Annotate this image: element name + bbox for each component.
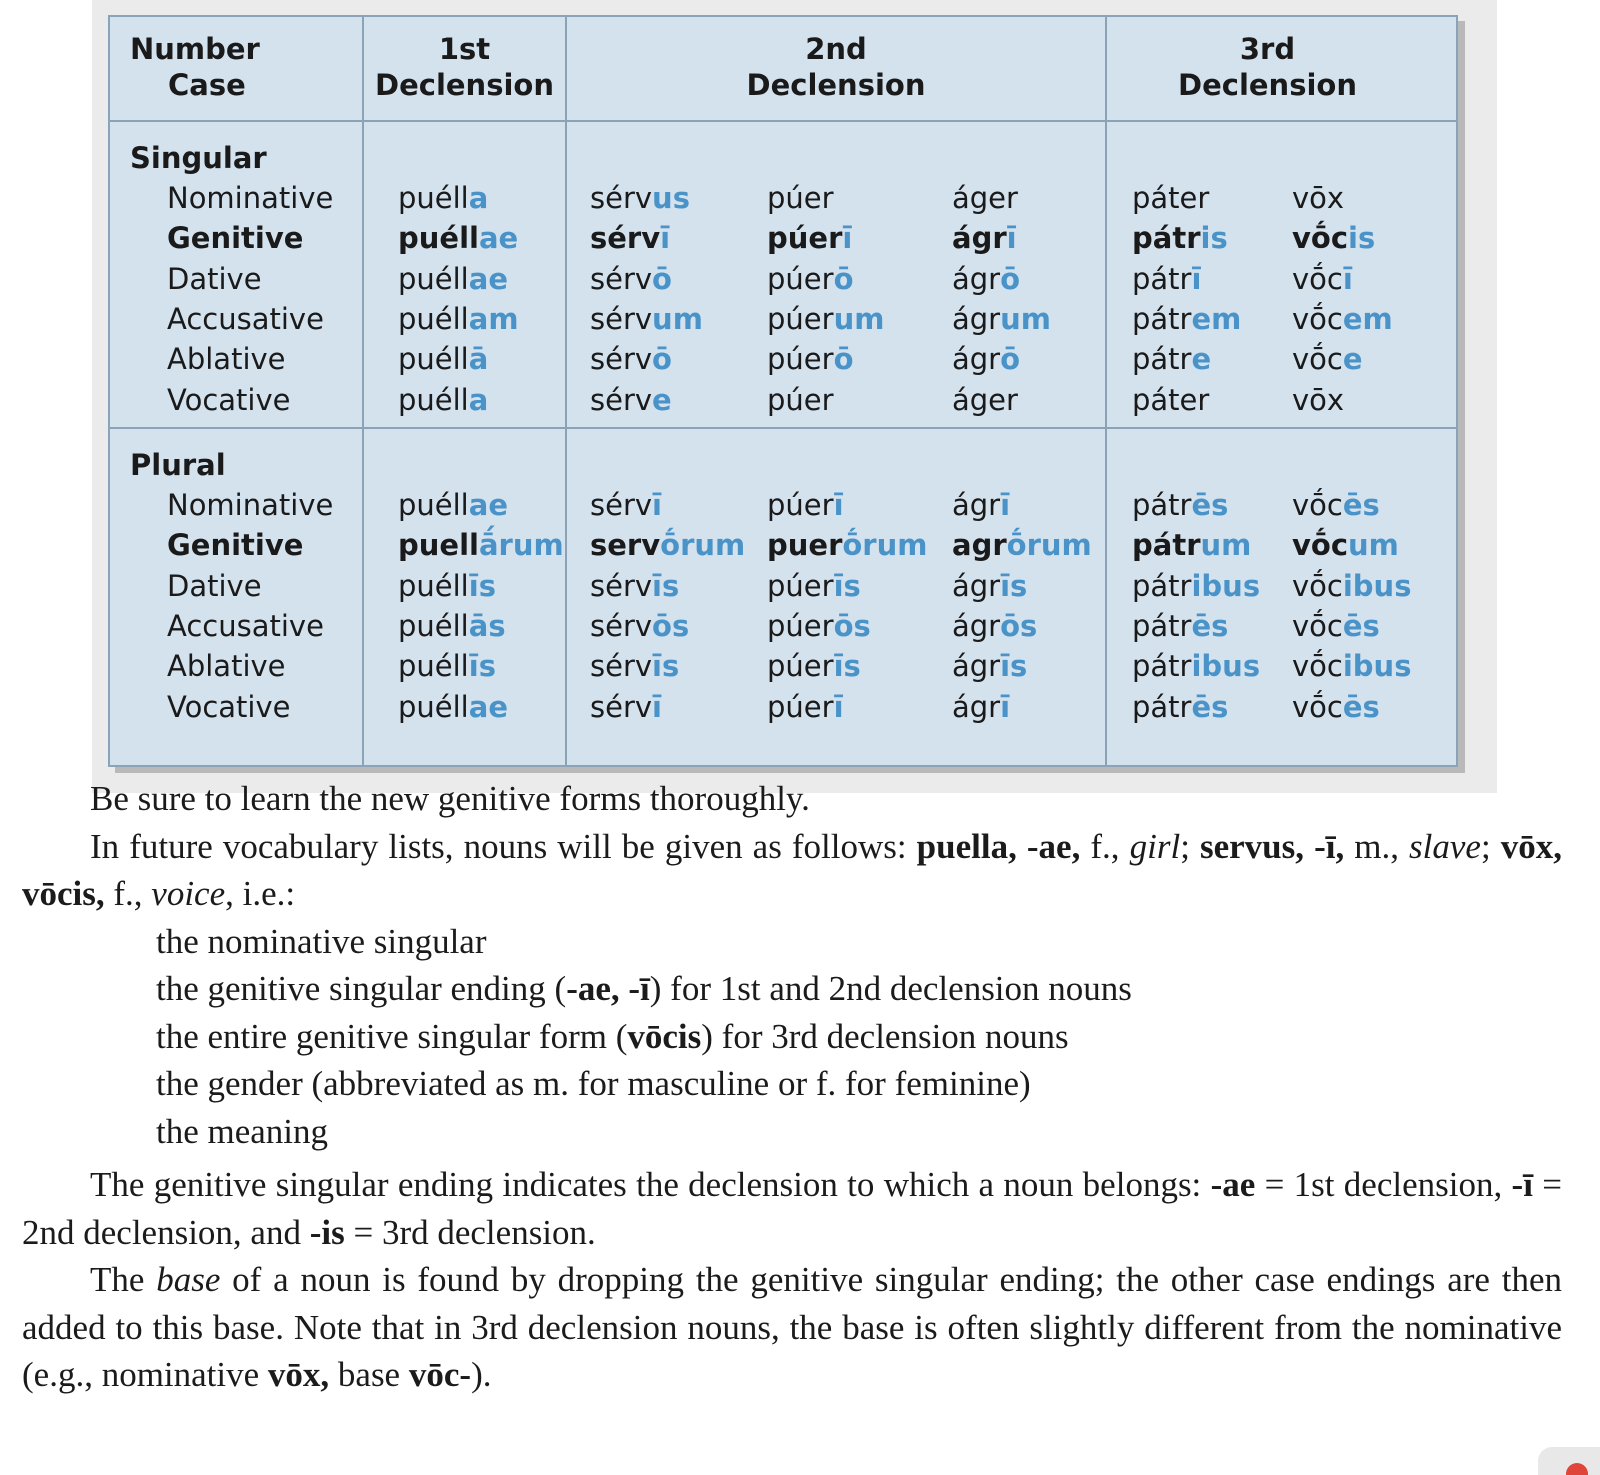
form-cell: [1132, 341, 1211, 377]
text-run: ) for 3rd declension nouns: [701, 1016, 1069, 1056]
form-stem: pátr: [1132, 221, 1201, 256]
form-cell: [952, 608, 1037, 644]
form-ending: ibus: [1191, 568, 1261, 603]
bold-form: vōc-: [408, 1355, 472, 1394]
form-cell: [398, 382, 488, 418]
form-stem: sérv: [590, 382, 653, 417]
case-label-accusative: Accusative: [167, 608, 324, 643]
form-stem: puéll: [398, 649, 469, 684]
form-ending: ōs: [652, 608, 690, 643]
case-label-nominative: Nominative: [167, 181, 334, 215]
case-label-genitive: Genitive: [167, 221, 304, 256]
form-ending: um: [652, 301, 703, 336]
text-run: of a noun is found by dropping the genitive singular ending; the other case endings are then added to this base. Note that in 3rd declension nouns, the base is often slightly different from the nominative (e.g., nominative: [22, 1260, 1562, 1394]
form-cell: [590, 568, 679, 604]
form-ending: ō: [1000, 342, 1021, 377]
form-stem: pátr: [1132, 649, 1192, 684]
form-stem: vōx: [1292, 382, 1345, 417]
case-label-vocative: Vocative: [167, 689, 291, 724]
form-ending: ṓrum: [660, 528, 746, 563]
form-cell: [952, 220, 1017, 256]
form-ending: em: [1191, 301, 1242, 336]
form-stem: puéll: [398, 568, 469, 603]
form-stem: pátr: [1132, 488, 1192, 522]
header-2nd-declension: [567, 31, 1105, 103]
form-stem: páter: [1132, 181, 1210, 215]
form-stem: vṓc: [1292, 488, 1343, 522]
form-cell: [952, 487, 1010, 523]
form-cell: [1292, 220, 1375, 256]
form-stem: vōx: [1292, 181, 1345, 215]
form-cell: [767, 568, 861, 604]
form-ending: ēs: [1191, 608, 1229, 643]
form-cell: [767, 220, 852, 256]
form-ending: ī: [1191, 261, 1202, 296]
form-stem: púer: [767, 649, 834, 684]
form-ending: ōs: [833, 608, 871, 643]
form-ending: ṓrum: [842, 528, 928, 563]
form-stem: puell: [398, 528, 479, 563]
form-ending: ṓrum: [1006, 528, 1092, 563]
form-ending: em: [1342, 301, 1393, 336]
header-1st-declension: [364, 31, 565, 103]
form-ending: am: [468, 301, 519, 336]
form-stem: vṓc: [1292, 528, 1349, 563]
form-stem: ágr: [952, 221, 1007, 256]
form-cell: [398, 568, 496, 604]
header-text: Declension: [375, 68, 554, 102]
header-3rd-declension: [1107, 31, 1428, 103]
form-stem: pátr: [1132, 608, 1192, 643]
list-item: [22, 965, 1562, 1013]
form-stem: puer: [767, 528, 843, 563]
column-rule: [1105, 17, 1107, 765]
form-stem: serv: [590, 528, 661, 563]
form-ending: ī: [1342, 261, 1353, 296]
form-cell: [590, 689, 662, 725]
form-cell: [1292, 648, 1411, 684]
form-stem: páter: [1132, 382, 1210, 417]
form-cell: [1132, 689, 1228, 725]
form-ending: ō: [1000, 261, 1021, 296]
form-cell: [767, 648, 861, 684]
form-cell: [590, 382, 672, 418]
form-stem: púer: [767, 301, 834, 336]
column-rule: [362, 17, 364, 765]
form-ending: um: [1348, 528, 1399, 563]
form-ending: ī: [660, 221, 671, 256]
vocabulary-format-list: [22, 918, 1562, 1156]
form-stem: vṓc: [1292, 608, 1343, 643]
form-stem: sérv: [590, 221, 661, 256]
form-ending: um: [1200, 528, 1252, 563]
bold-ending: -ī: [1511, 1165, 1533, 1204]
form-cell: [1132, 382, 1209, 418]
form-stem: sérv: [590, 608, 653, 643]
form-stem: sérv: [590, 568, 653, 603]
form-ending: īs: [1000, 568, 1028, 603]
form-cell: [1132, 648, 1260, 684]
form-ending: ō: [652, 261, 672, 296]
form-stem: vṓc: [1292, 221, 1349, 256]
form-ending: ibus: [1342, 649, 1412, 684]
form-stem: áger: [952, 181, 1018, 215]
form-ending: īs: [833, 649, 861, 684]
paragraph-4: [22, 1256, 1562, 1399]
column-rule: [565, 17, 567, 765]
form-stem: sérv: [590, 261, 653, 296]
form-ending: ēs: [1191, 488, 1229, 522]
form-stem: púer: [767, 221, 843, 256]
list-item: the nominative singular: [156, 921, 487, 961]
list-item: the meaning: [156, 1111, 329, 1151]
form-cell: [1292, 301, 1393, 337]
form-cell: [590, 608, 689, 644]
form-cell: [398, 341, 488, 377]
text-run: The genitive singular ending indicates the declension to which a noun belongs:: [90, 1165, 1211, 1204]
form-ending: ī: [833, 689, 844, 724]
form-stem: púer: [767, 689, 834, 724]
text-run: = 3rd declension.: [344, 1212, 596, 1252]
form-stem: púer: [767, 608, 834, 643]
form-ending: um: [833, 301, 885, 336]
form-stem: ágr: [952, 261, 1001, 296]
form-stem: ágr: [952, 301, 1001, 336]
form-ending: um: [1000, 301, 1051, 336]
list-item: [22, 1013, 1562, 1061]
form-cell: [1292, 180, 1344, 216]
case-label-ablative: Ablative: [167, 649, 286, 684]
form-stem: vṓc: [1292, 301, 1343, 336]
text-run: the genitive singular ending (: [156, 969, 567, 1008]
form-stem: pátr: [1132, 301, 1192, 336]
form-stem: puéll: [398, 342, 469, 377]
form-ending: ō: [652, 342, 672, 377]
header-text: 3rd: [1239, 32, 1296, 66]
form-stem: pátr: [1132, 342, 1192, 377]
form-ending: a: [468, 181, 489, 215]
text-run: = 1st declension,: [1255, 1165, 1512, 1204]
form-ending: ī: [833, 488, 844, 522]
form-stem: puéll: [398, 261, 469, 296]
vocab-servus: servus, -ī,: [1199, 826, 1345, 866]
paragraph-2: [22, 823, 1562, 918]
form-ending: ēs: [1342, 488, 1380, 522]
bold-ending: -ae, -ī: [566, 969, 650, 1008]
text-run: f.,: [1080, 826, 1130, 866]
form-ending: ā́rum: [478, 528, 564, 563]
form-stem: sérv: [590, 301, 653, 336]
form-cell: [1292, 487, 1380, 523]
form-ending: ae: [468, 261, 508, 296]
form-ending: e: [652, 382, 672, 417]
form-stem: sérv: [590, 181, 653, 215]
form-cell: [1132, 261, 1201, 297]
form-ending: ī: [1006, 221, 1017, 256]
bold-form: vōcis: [627, 1016, 702, 1056]
form-cell: [767, 341, 854, 377]
case-label-ablative: Ablative: [167, 342, 286, 377]
form-ending: e: [1342, 342, 1363, 377]
form-cell: [398, 689, 508, 725]
text-run: The: [90, 1260, 157, 1299]
form-cell: [767, 608, 871, 644]
form-cell: [1292, 527, 1399, 563]
form-cell: [1292, 382, 1344, 418]
form-stem: sérv: [590, 342, 653, 377]
form-cell: [952, 341, 1020, 377]
form-cell: [952, 689, 1010, 725]
header-text: Declension: [746, 68, 926, 102]
meaning-girl: girl: [1129, 826, 1181, 866]
form-stem: agr: [952, 528, 1007, 563]
vocab-puella: puella, -ae,: [916, 826, 1081, 866]
text-run: , i.e.:: [225, 874, 296, 913]
form-cell: [767, 689, 844, 725]
header-text: 1st: [438, 32, 491, 66]
form-stem: puéll: [398, 689, 469, 724]
form-stem: púer: [767, 342, 834, 377]
form-ending: ōs: [1000, 608, 1038, 643]
form-stem: sérv: [590, 488, 653, 522]
header-number-case: [130, 31, 260, 103]
form-cell: [590, 180, 690, 216]
form-cell: [952, 301, 1051, 337]
form-stem: pátr: [1132, 528, 1201, 563]
form-stem: púer: [767, 488, 834, 522]
form-stem: púer: [767, 568, 834, 603]
vocab-vox: vōx, vōcis,: [22, 826, 1562, 913]
form-ending: ēs: [1191, 689, 1229, 724]
form-stem: ágr: [952, 689, 1001, 724]
form-stem: puéll: [398, 608, 469, 643]
form-ending: ās: [468, 608, 506, 643]
header-case-label: Case: [168, 68, 246, 102]
header-rule: [110, 120, 1456, 122]
form-cell: [398, 527, 564, 563]
form-cell: [1132, 180, 1209, 216]
form-ending: ā: [468, 342, 489, 377]
form-cell: [767, 261, 854, 297]
header-number-label: Number: [130, 32, 260, 66]
form-ending: ī: [652, 689, 662, 724]
section-label-singular: Singular: [130, 141, 267, 175]
form-stem: púer: [767, 382, 834, 417]
case-label-accusative: Accusative: [167, 301, 324, 336]
list-item: the gender (abbreviated as m. for masculine or f. for feminine): [156, 1064, 1031, 1103]
form-ending: ae: [468, 689, 508, 724]
form-cell: [398, 487, 508, 523]
form-cell: [1292, 689, 1380, 725]
form-ending: ae: [478, 221, 519, 256]
text-run: = 2nd declension, and: [22, 1165, 1562, 1252]
form-stem: ágr: [952, 649, 1001, 684]
form-cell: [952, 648, 1027, 684]
form-ending: ō: [833, 342, 854, 377]
form-stem: vṓc: [1292, 689, 1343, 724]
form-stem: ágr: [952, 608, 1001, 643]
form-ending: e: [1191, 342, 1212, 377]
form-cell: [590, 487, 662, 523]
form-cell: [767, 301, 884, 337]
form-cell: [590, 648, 679, 684]
meaning-voice: voice: [151, 874, 226, 913]
form-cell: [398, 301, 519, 337]
form-ending: ibus: [1342, 568, 1412, 603]
form-stem: puéll: [398, 181, 469, 215]
form-stem: puéll: [398, 301, 469, 336]
form-cell: [767, 487, 844, 523]
body-text: [22, 775, 1562, 1399]
form-cell: [398, 220, 518, 256]
form-cell: [952, 568, 1027, 604]
form-cell: [1292, 608, 1380, 644]
form-stem: vṓc: [1292, 342, 1343, 377]
form-cell: [590, 301, 703, 337]
section-rule: [110, 427, 1456, 429]
form-stem: vṓc: [1292, 568, 1343, 603]
form-cell: [1132, 608, 1228, 644]
section-label-plural: Plural: [130, 448, 226, 482]
form-ending: us: [652, 181, 690, 215]
page-corner-tab: [1538, 1447, 1600, 1475]
form-ending: īs: [1000, 649, 1028, 684]
form-stem: sérv: [590, 649, 653, 684]
text-run: m.,: [1344, 826, 1410, 866]
text-run: ).: [471, 1355, 492, 1394]
form-cell: [1292, 341, 1363, 377]
text-run: ;: [1480, 826, 1501, 866]
form-stem: pátr: [1132, 689, 1192, 724]
form-stem: pátr: [1132, 568, 1192, 603]
form-stem: vṓc: [1292, 261, 1343, 296]
form-cell: [952, 180, 1018, 216]
form-stem: áger: [952, 382, 1018, 417]
form-stem: púer: [767, 181, 834, 215]
form-cell: [1132, 301, 1241, 337]
form-cell: [590, 220, 670, 256]
form-stem: pátr: [1132, 261, 1192, 296]
form-cell: [1132, 220, 1228, 256]
form-ending: īs: [652, 568, 680, 603]
form-stem: sérv: [590, 689, 653, 724]
form-stem: puéll: [398, 221, 479, 256]
form-cell: [398, 608, 506, 644]
form-cell: [952, 261, 1020, 297]
form-cell: [590, 261, 672, 297]
form-stem: puéll: [398, 382, 469, 417]
form-cell: [767, 527, 927, 563]
form-cell: [1132, 568, 1260, 604]
form-ending: ī: [842, 221, 853, 256]
meaning-slave: slave: [1409, 826, 1481, 866]
text-run: ) for 1st and 2nd declension nouns: [649, 969, 1132, 1008]
form-cell: [1132, 487, 1228, 523]
form-cell: [398, 261, 508, 297]
form-ending: ī: [1000, 689, 1011, 724]
header-text: Declension: [1178, 68, 1357, 102]
text-run: the entire genitive singular form (: [156, 1016, 628, 1056]
case-label-dative: Dative: [167, 261, 262, 296]
case-label-vocative: Vocative: [167, 382, 291, 417]
form-stem: puéll: [398, 488, 469, 522]
form-ending: a: [468, 382, 489, 417]
form-cell: [590, 341, 672, 377]
form-cell: [590, 527, 745, 563]
form-cell: [1132, 527, 1251, 563]
form-stem: ágr: [952, 488, 1001, 522]
form-cell: [1292, 568, 1411, 604]
case-label-nominative: Nominative: [167, 488, 334, 522]
paragraph-1: Be sure to learn the new genitive forms thoroughly.: [90, 779, 810, 818]
form-cell: [767, 180, 834, 216]
form-ending: ēs: [1342, 689, 1380, 724]
text-run: f.,: [104, 874, 152, 913]
text-run: In future vocabulary lists, nouns will be given as follows:: [90, 826, 917, 866]
form-cell: [767, 382, 834, 418]
form-ending: īs: [833, 568, 861, 603]
header-text: 2nd: [805, 32, 867, 66]
declension-table: [108, 15, 1458, 767]
text-run: ;: [1180, 826, 1200, 866]
form-ending: is: [1200, 221, 1228, 256]
italic-term: base: [156, 1260, 221, 1299]
form-cell: [398, 648, 496, 684]
form-ending: ī: [652, 488, 662, 522]
form-ending: ēs: [1342, 608, 1380, 643]
bold-form: vōx,: [267, 1355, 330, 1394]
form-ending: is: [1348, 221, 1376, 256]
form-ending: ī: [1000, 488, 1011, 522]
paragraph-3: [22, 1161, 1562, 1256]
bold-ending: -ae: [1210, 1165, 1256, 1204]
form-stem: ágr: [952, 568, 1001, 603]
form-cell: [398, 180, 488, 216]
form-ending: īs: [468, 568, 496, 603]
form-stem: ágr: [952, 342, 1001, 377]
case-label-dative: Dative: [167, 568, 262, 603]
form-ending: ō: [833, 261, 854, 296]
text-run: base: [329, 1355, 409, 1394]
form-stem: vṓc: [1292, 649, 1343, 684]
form-ending: īs: [468, 649, 496, 684]
case-label-genitive: Genitive: [167, 528, 304, 563]
form-cell: [952, 527, 1092, 563]
form-cell: [1292, 261, 1353, 297]
form-cell: [952, 382, 1018, 418]
form-stem: púer: [767, 261, 834, 296]
form-ending: īs: [652, 649, 680, 684]
form-ending: ae: [468, 488, 508, 522]
bold-ending: -is: [309, 1212, 345, 1252]
form-ending: ibus: [1191, 649, 1261, 684]
